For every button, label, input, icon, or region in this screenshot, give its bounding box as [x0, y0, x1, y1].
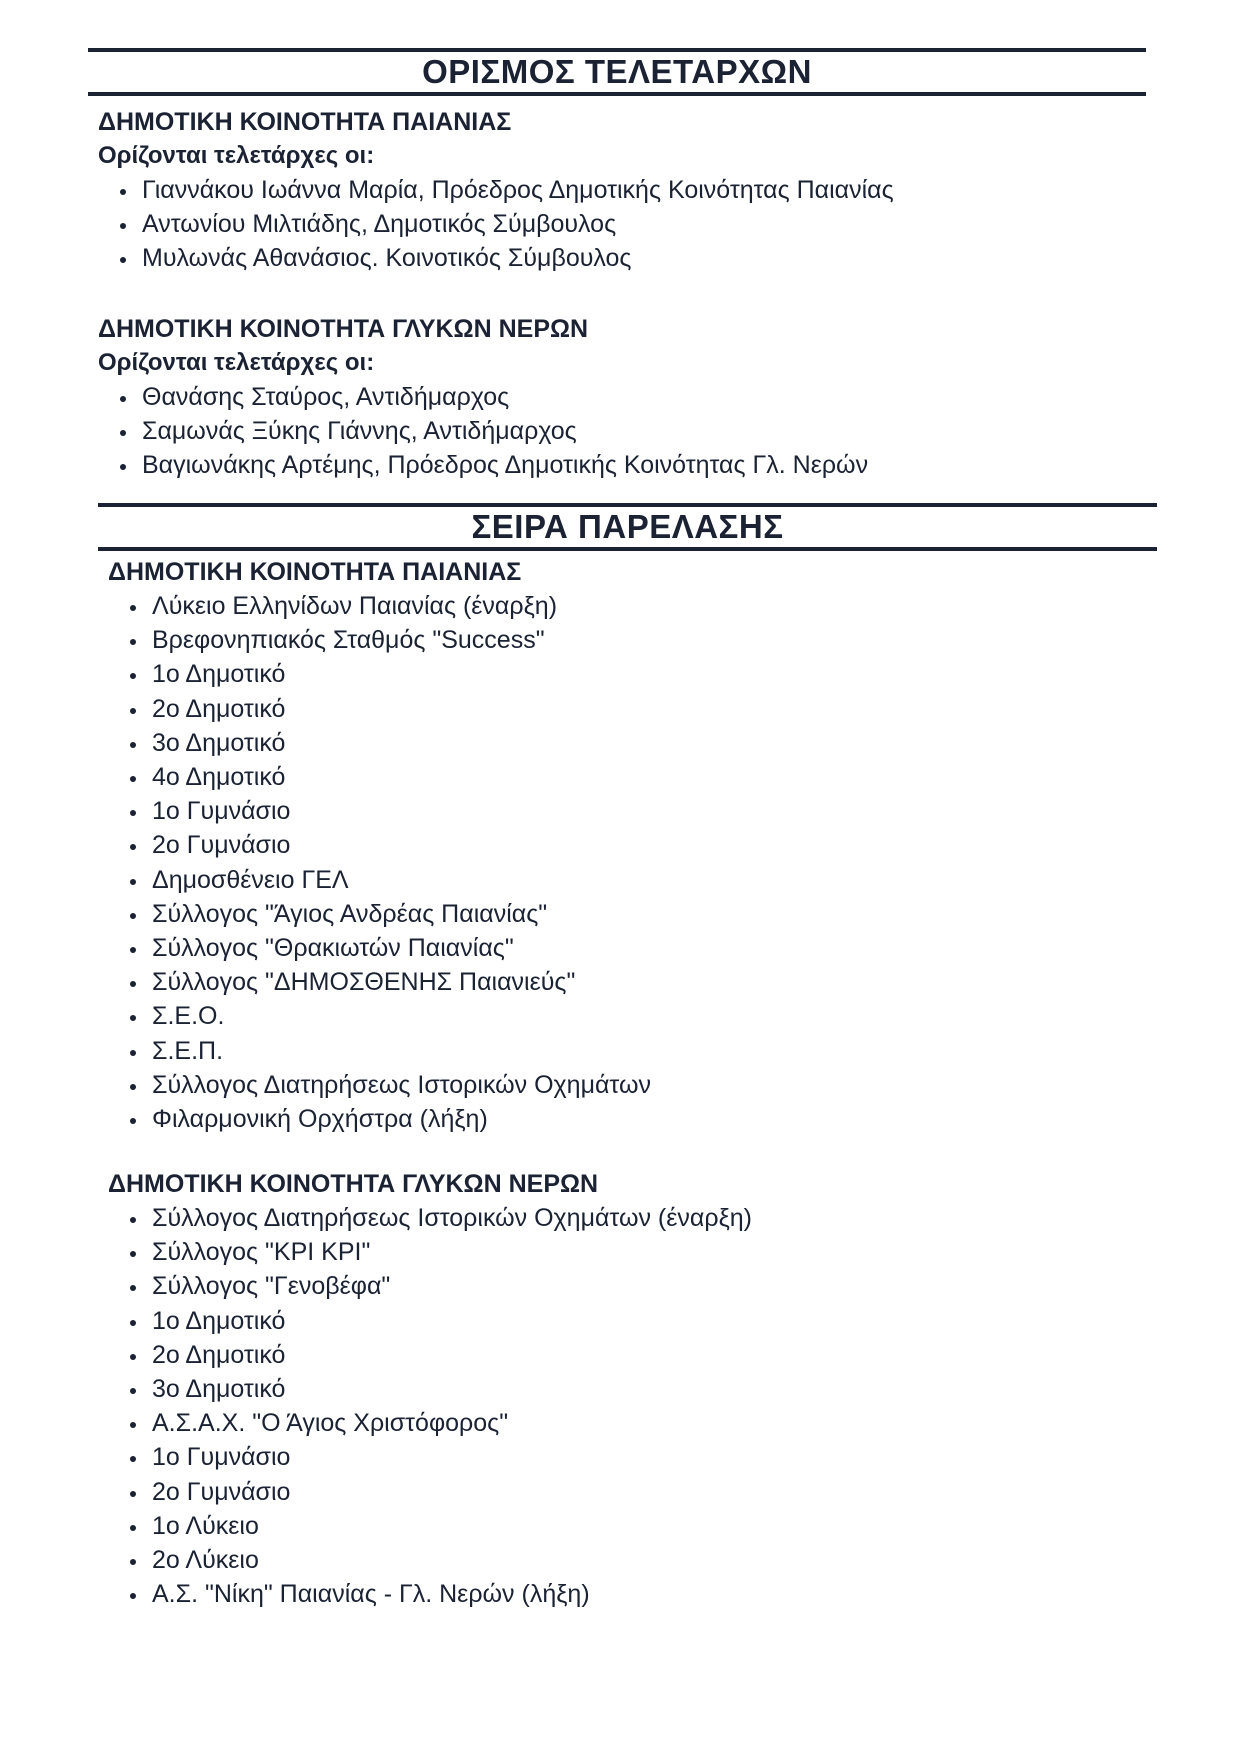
list-item: 1ο Λύκειο	[152, 1509, 752, 1543]
list-item: 2ο Δημοτικό	[152, 692, 651, 726]
section-subtitle: Ορίζονται τελετάρχες οι:	[98, 142, 375, 169]
section-title: ΔΗΜΟΤΙΚΗ ΚΟΙΝΟΤΗΤΑ ΠΑΙΑΝΙΑΣ	[98, 108, 512, 136]
list-item: 2ο Δημοτικό	[152, 1338, 752, 1372]
section-title: ΔΗΜΟΤΙΚΗ ΚΟΙΝΟΤΗΤΑ ΓΛΥΚΩΝ ΝΕΡΩΝ	[108, 1170, 599, 1198]
list-item: 2ο Γυμνάσιο	[152, 828, 651, 862]
list-item: 3ο Δημοτικό	[152, 726, 651, 760]
teletarches-glyka-nera-section	[98, 312, 868, 483]
list-item: Σύλλογος "ΚΡΙ ΚΡΙ"	[152, 1235, 752, 1269]
list-item: Σύλλογος Διατηρήσεως Ιστορικών Οχημάτων (έναρξη)	[152, 1201, 752, 1235]
list-item: 1ο Γυμνάσιο	[152, 1440, 752, 1474]
list-item: Βαγιωνάκης Αρτέμης, Πρόεδρος Δημοτικής Κοινότητας Γλ. Νερών	[142, 448, 868, 482]
list-item: Σύλλογος "ΔΗΜΟΣΘΕΝΗΣ Παιανιεύς"	[152, 965, 651, 999]
teletarches-paiania-section	[98, 105, 894, 276]
list-item: Βρεφονηπιακός Σταθμός "Success"	[152, 623, 651, 657]
list-item: Αντωνίου Μιλτιάδης, Δημοτικός Σύμβουλος	[142, 207, 894, 241]
parelasi-list	[108, 589, 651, 1136]
list-item: 2ο Γυμνάσιο	[152, 1475, 752, 1509]
teletarches-heading: ΟΡΙΣΜΟΣ ΤΕΛΕΤΑΡΧΩΝ	[88, 48, 1146, 96]
list-item: Σ.Ε.Ο.	[152, 999, 651, 1033]
list-item: 3ο Δημοτικό	[152, 1372, 752, 1406]
list-item: Γιαννάκου Ιωάννα Μαρία, Πρόεδρος Δημοτικής Κοινότητας Παιανίας	[142, 173, 894, 207]
list-item: Α.Σ. "Νίκη" Παιανίας - Γλ. Νερών (λήξη)	[152, 1577, 752, 1611]
list-item: Σαμωνάς Ξύκης Γιάννης, Αντιδήμαρχος	[142, 414, 868, 448]
parelasi-glyka-nera-section	[108, 1167, 752, 1611]
list-item: Δημοσθένειο ΓΕΛ	[152, 863, 651, 897]
teletarches-list	[98, 380, 868, 483]
list-item: 4ο Δημοτικό	[152, 760, 651, 794]
section-title: ΔΗΜΟΤΙΚΗ ΚΟΙΝΟΤΗΤΑ ΓΛΥΚΩΝ ΝΕΡΩΝ	[98, 315, 589, 343]
list-item: Σύλλογος Διατηρήσεως Ιστορικών Οχημάτων	[152, 1068, 651, 1102]
list-item: Θανάσης Σταύρος, Αντιδήμαρχος	[142, 380, 868, 414]
parelasi-paiania-section	[108, 555, 651, 1136]
list-item: 1ο Δημοτικό	[152, 657, 651, 691]
list-item: Μυλωνάς Αθανάσιος. Κοινοτικός Σύμβουλος	[142, 241, 894, 275]
list-item: 2ο Λύκειο	[152, 1543, 752, 1577]
list-item: Λύκειο Ελληνίδων Παιανίας (έναρξη)	[152, 589, 651, 623]
teletarches-list	[98, 173, 894, 276]
list-item: Φιλαρμονική Ορχήστρα (λήξη)	[152, 1102, 651, 1136]
list-item: Σύλλογος "Άγιος Ανδρέας Παιανίας"	[152, 897, 651, 931]
list-item: Σύλλογος "Θρακιωτών Παιανίας"	[152, 931, 651, 965]
section-subtitle: Ορίζονται τελετάρχες οι:	[98, 349, 375, 376]
list-item: 1ο Γυμνάσιο	[152, 794, 651, 828]
parelasi-list	[108, 1201, 752, 1611]
list-item: 1ο Δημοτικό	[152, 1304, 752, 1338]
parelasi-heading: ΣΕΙΡΑ ΠΑΡΕΛΑΣΗΣ	[98, 503, 1157, 551]
list-item: Σύλλογος "Γενοβέφα"	[152, 1269, 752, 1303]
list-item: Α.Σ.Α.Χ. "Ο Άγιος Χριστόφορος"	[152, 1406, 752, 1440]
list-item: Σ.Ε.Π.	[152, 1034, 651, 1068]
section-title: ΔΗΜΟΤΙΚΗ ΚΟΙΝΟΤΗΤΑ ΠΑΙΑΝΙΑΣ	[108, 558, 522, 586]
